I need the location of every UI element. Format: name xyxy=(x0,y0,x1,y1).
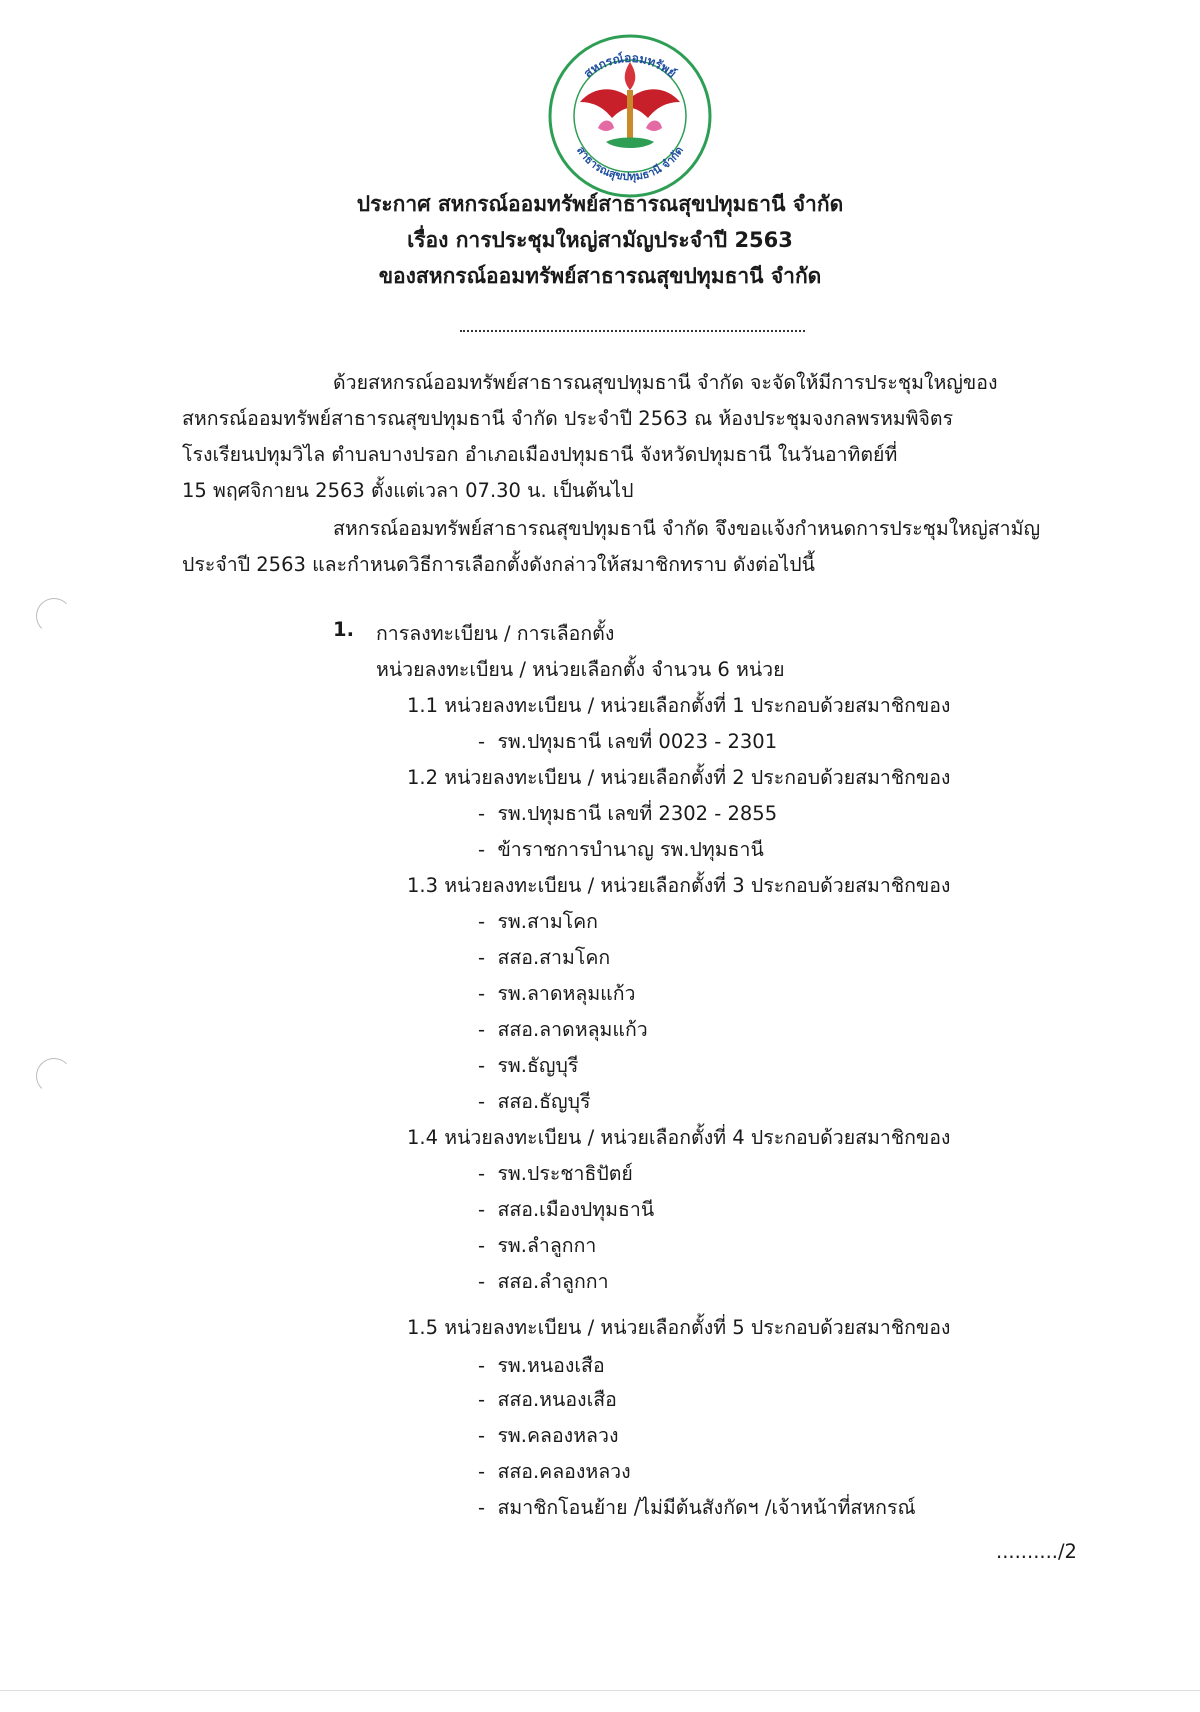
announcement-title: ประกาศ สหกรณ์ออมทรัพย์สาธารณสุขปทุมธานี จำกัด xyxy=(356,192,844,216)
cooperative-logo xyxy=(546,32,714,200)
unit-3-member: - รพ.สามโคก xyxy=(478,910,598,933)
unit-4-member: - สสอ.ลำลูกกา xyxy=(478,1270,609,1293)
unit-3-member: - รพ.ธัญบุรี xyxy=(478,1054,579,1077)
paragraph-1-line-4: 15 พฤศจิกายน 2563 ตั้งแต่เวลา 07.30 น. เป็นต้นไป xyxy=(182,479,634,502)
unit-5-member: - รพ.หนองเสือ xyxy=(478,1354,605,1377)
paragraph-1-line-1: ด้วยสหกรณ์ออมทรัพย์สาธารณสุขปทุมธานี จำกัด จะจัดให้มีการประชุมใหญ่ของ xyxy=(333,371,998,394)
page-continuation: ........../2 xyxy=(996,1540,1077,1563)
unit-2-label: 1.2 หน่วยลงทะเบียน / หน่วยเลือกตั้งที่ 2 ประกอบด้วยสมาชิกของ xyxy=(407,766,951,789)
punch-hole-mark xyxy=(36,598,72,634)
paragraph-2-line-2: ประจำปี 2563 และกำหนดวิธีการเลือกตั้งดังกล่าวให้สมาชิกทราบ ดังต่อไปนี้ xyxy=(182,553,815,576)
unit-3-member: - สสอ.ลาดหลุมแก้ว xyxy=(478,1018,648,1041)
unit-5-member: - สสอ.หนองเสือ xyxy=(478,1388,617,1411)
unit-3-label: 1.3 หน่วยลงทะเบียน / หน่วยเลือกตั้งที่ 3 ประกอบด้วยสมาชิกของ xyxy=(407,874,951,897)
punch-hole-mark xyxy=(36,1058,72,1094)
unit-4-member: - สสอ.เมืองปทุมธานี xyxy=(478,1198,655,1221)
logo-ring-text-top: สหกรณ์ออมทรัพย์ xyxy=(581,50,679,81)
paragraph-1-line-2: สหกรณ์ออมทรัพย์สาธารณสุขปทุมธานี จำกัด ประจำปี 2563 ณ ห้องประชุมจงกลพรหมพิจิตร xyxy=(182,407,954,430)
unit-5-member: - สสอ.คลองหลวง xyxy=(478,1460,631,1483)
announcement-subject: เรื่อง การประชุมใหญ่สามัญประจำปี 2563 xyxy=(407,228,793,252)
section-1-title: การลงทะเบียน / การเลือกตั้ง xyxy=(376,622,615,645)
unit-4-member: - รพ.ประชาธิปัตย์ xyxy=(478,1162,633,1185)
section-1-summary: หน่วยลงทะเบียน / หน่วยเลือกตั้ง จำนวน 6 หน่วย xyxy=(376,658,785,681)
announcement-organization: ของสหกรณ์ออมทรัพย์สาธารณสุขปทุมธานี จำกัด xyxy=(378,264,822,288)
unit-3-member: - สสอ.ธัญบุรี xyxy=(478,1090,591,1113)
header-divider xyxy=(460,330,805,332)
logo-ring-text-bottom: สาธารณสุขปทุมธานี จำกัด xyxy=(574,144,686,184)
unit-3-member: - รพ.ลาดหลุมแก้ว xyxy=(478,982,636,1005)
unit-3-member: - สสอ.สามโคก xyxy=(478,946,611,969)
paragraph-1-line-3: โรงเรียนปทุมวิไล ตำบลบางปรอก อำเภอเมืองปทุมธานี จังหวัดปทุมธานี ในวันอาทิตย์ที่ xyxy=(182,443,898,466)
paragraph-2-line-1: สหกรณ์ออมทรัพย์สาธารณสุขปทุมธานี จำกัด จึงขอแจ้งกำหนดการประชุมใหญ่สามัญ xyxy=(333,517,1041,540)
unit-1-member: - รพ.ปทุมธานี เลขที่ 0023 - 2301 xyxy=(478,730,778,753)
section-1-number: 1. xyxy=(333,618,354,641)
unit-5-label: 1.5 หน่วยลงทะเบียน / หน่วยเลือกตั้งที่ 5 ประกอบด้วยสมาชิกของ xyxy=(407,1316,951,1339)
unit-5-member: - สมาชิกโอนย้าย /ไม่มีต้นสังกัดฯ /เจ้าหน้าที่สหกรณ์ xyxy=(478,1496,916,1519)
scan-edge-line xyxy=(0,1690,1200,1691)
unit-1-label: 1.1 หน่วยลงทะเบียน / หน่วยเลือกตั้งที่ 1 ประกอบด้วยสมาชิกของ xyxy=(407,694,951,717)
unit-5-member: - รพ.คลองหลวง xyxy=(478,1424,619,1447)
unit-4-member: - รพ.ลำลูกกา xyxy=(478,1234,597,1257)
unit-4-label: 1.4 หน่วยลงทะเบียน / หน่วยเลือกตั้งที่ 4 ประกอบด้วยสมาชิกของ xyxy=(407,1126,951,1149)
unit-2-member: - รพ.ปทุมธานี เลขที่ 2302 - 2855 xyxy=(478,802,778,825)
unit-2-member: - ข้าราชการบำนาญ รพ.ปทุมธานี xyxy=(478,838,764,861)
